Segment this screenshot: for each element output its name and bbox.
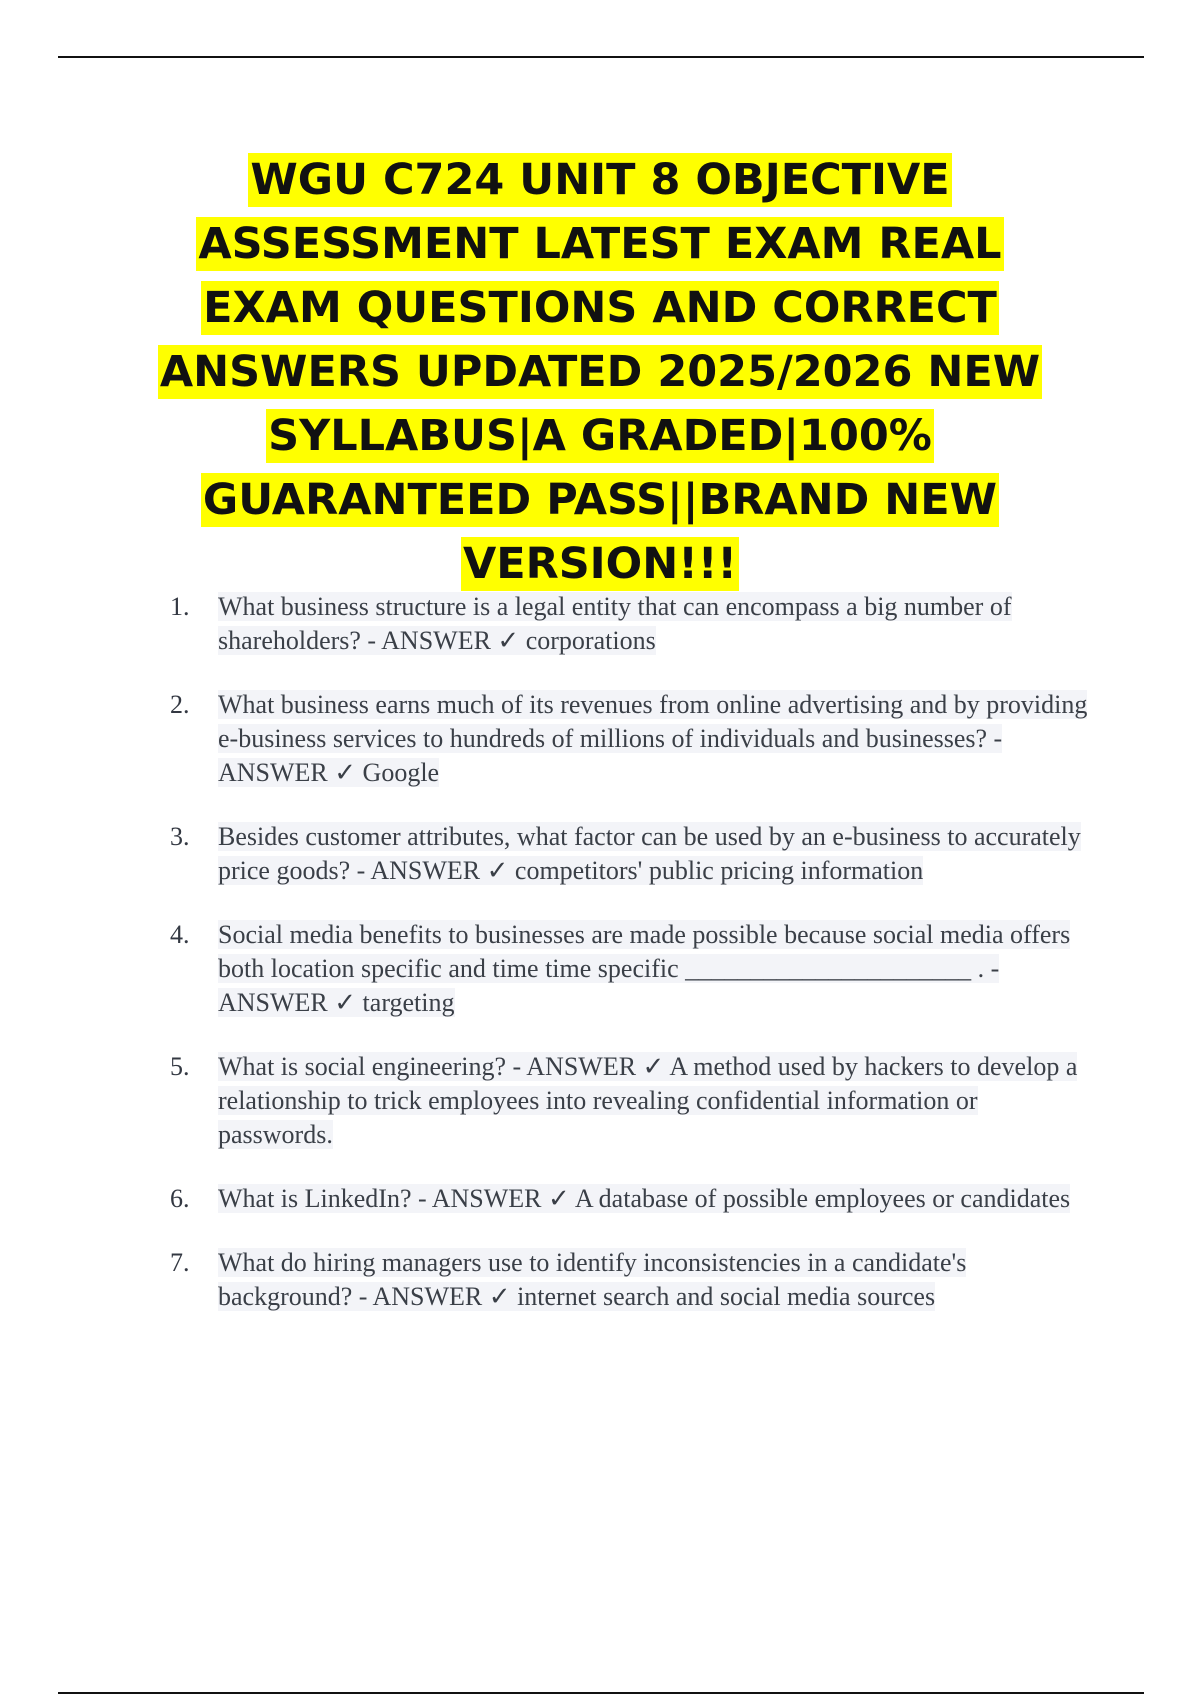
question-answer-text: What business structure is a legal entity that can encompass a big number of shareholders? - ANSWER ✓ corporations xyxy=(218,592,1012,655)
question-text xyxy=(218,1246,1090,1314)
document-title xyxy=(150,148,1050,596)
question-answer-text: What do hiring managers use to identify inconsistencies in a candidate's background? - ANSWER ✓ internet search and social media sources xyxy=(218,1248,967,1311)
question-text xyxy=(218,918,1090,1020)
question-number: 2. xyxy=(170,690,190,719)
bottom-rule xyxy=(58,1692,1144,1694)
question-number: 6. xyxy=(170,1184,190,1213)
question-item xyxy=(170,1246,1090,1314)
question-item xyxy=(170,688,1090,790)
question-number: 1. xyxy=(170,592,190,621)
question-answer-text: Social media benefits to businesses are made possible because social media offers both location specific and time time specific ______________________ . - ANSWER ✓ targeting xyxy=(218,920,1071,1017)
question-item xyxy=(170,1182,1090,1216)
question-item xyxy=(170,590,1090,658)
question-number: 5. xyxy=(170,1052,190,1081)
question-item xyxy=(170,820,1090,888)
question-number: 4. xyxy=(170,920,190,949)
question-answer-text: Besides customer attributes, what factor can be used by an e-business to accurately price goods? - ANSWER ✓ competitors' public pricing information xyxy=(218,822,1081,885)
question-answer-text: What is LinkedIn? - ANSWER ✓ A database of possible employees or candidates xyxy=(218,1184,1071,1213)
question-item xyxy=(170,1050,1090,1152)
top-rule xyxy=(58,56,1144,58)
question-text xyxy=(218,1050,1090,1152)
question-text xyxy=(218,688,1090,790)
question-list xyxy=(170,590,1090,1344)
question-number: 7. xyxy=(170,1248,190,1277)
question-text xyxy=(218,820,1090,888)
question-answer-text: What is social engineering? - ANSWER ✓ A method used by hackers to develop a relationship to trick employees into revealing confidential information or passwords. xyxy=(218,1052,1078,1149)
question-text xyxy=(218,1182,1090,1216)
question-number: 3. xyxy=(170,822,190,851)
question-item xyxy=(170,918,1090,1020)
title-highlight: WGU C724 UNIT 8 OBJECTIVE ASSESSMENT LATEST EXAM REAL EXAM QUESTIONS AND CORRECT ANSWERS UPDATED 2025/2026 NEW SYLLABUS|A GRADED|100% GUARANTEED PASS||BRAND NEW VERSION!!! xyxy=(159,155,1041,589)
document-title-block xyxy=(150,148,1050,596)
question-answer-text: What business earns much of its revenues from online advertising and by providing e-business services to hundreds of millions of individuals and businesses? - ANSWER ✓ Google xyxy=(218,690,1088,787)
question-text xyxy=(218,590,1090,658)
